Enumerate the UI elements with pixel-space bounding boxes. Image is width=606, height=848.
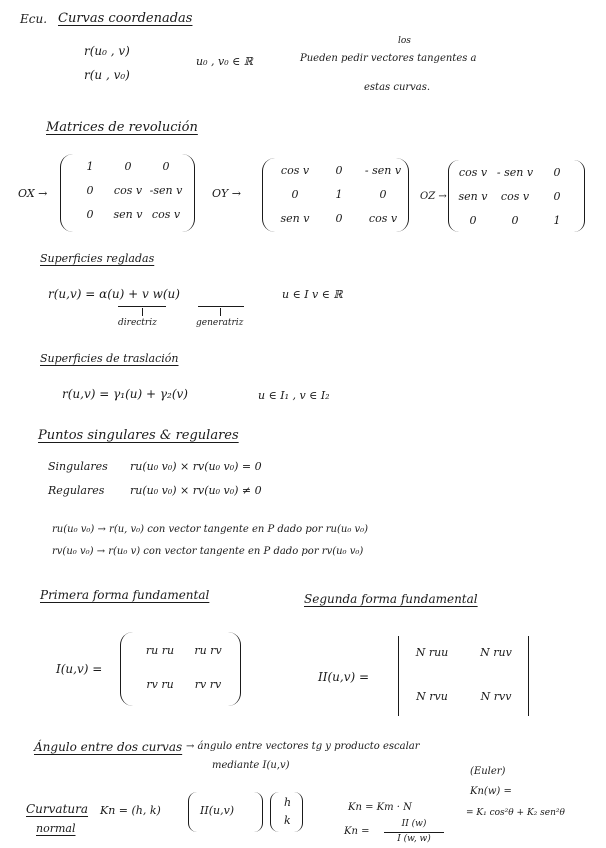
oy-matrix-cell-r3c1: sen v [280,212,310,225]
ox-matrix-cell-r1c2: 0 [124,160,132,173]
oy-matrix-cell-r1c2: 0 [335,164,343,177]
oz-matrix-cell-r2c2: cos v [500,190,530,203]
oz-matrix-cell-r3c3: 1 [553,214,561,227]
tangent-v-line: rv(u₀ v₀) → r(u₀ v) con vector tangente en P dado por rv(u₀ v₀) [52,546,364,557]
curves-title: Curvas coordenadas [58,11,193,26]
ox-matrix-cell-r2c1: 0 [86,184,94,197]
singular-label: Singulares [48,460,108,473]
kn-vector-k: k [284,814,291,827]
singular-expr: ru(u₀ v₀) × rv(u₀ v₀) = 0 [130,460,262,473]
ox-matrix-cell-r3c3: cos v [151,208,181,221]
oz-matrix-cell-r3c1: 0 [469,214,477,227]
first-form-matrix-cell-r2c1: rv ru [146,678,174,691]
kn-eq-2-fraction-bar [384,832,444,833]
curves-domain: u₀ , v₀ ∈ ℝ [196,55,253,68]
second-form-matrix-cell-r1c2: N ruv [480,646,512,659]
first-form-matrix-cell-r1c2: ru rv [194,644,222,657]
first-form-matrix-cell-r1c1: ru ru [145,644,175,657]
note-line-1: Pueden pedir vectores tangentes a [300,53,477,64]
oy-matrix-cell-r2c2: 1 [335,188,343,201]
singular-title: Puntos singulares & regulares [38,428,239,443]
curve-r-u-v0: r(u , v₀) [84,68,130,82]
ox-matrix-cell-r2c2: cos v [113,184,143,197]
translation-title: Superficies de traslación [40,352,179,365]
angle-text-2: mediante I(u,v) [212,760,290,771]
kn-eq-1: Kn = Km · N [348,802,412,813]
ox-matrix-cell-r3c2: sen v [113,208,143,221]
oz-label: OZ → [420,191,447,202]
oz-matrix-cell-r2c3: 0 [553,190,561,203]
ruled-formula: r(u,v) = α(u) + v w(u) [48,287,180,301]
ox-matrix-cell-r3c1: 0 [86,208,94,221]
kn-eq-2-denominator: I (w, w) [397,834,431,844]
oy-matrix-cell-r3c3: cos v [368,212,398,225]
ox-label: OX → [18,187,48,200]
kn-vector-right-paren [294,792,303,832]
kn-eq-2-numerator: II (w) [401,819,427,829]
oy-matrix-cell-r1c1: cos v [280,164,310,177]
directrix-label: directriz [118,318,157,328]
second-form-matrix-cell-r2c2: N rvv [480,690,512,703]
curvature-title-1: Curvatura [26,802,89,816]
oy-matrix-cell-r1c3: - sen v [364,164,402,177]
second-form-matrix-cell-r1c1: N ruu [415,646,449,659]
angle-title: Ángulo entre dos curvas [34,740,183,754]
oy-matrix-cell-r2c1: 0 [291,188,299,201]
generatrix-label: generatriz [196,318,244,328]
kn-matrix-left-paren [188,792,197,832]
translation-formula: r(u,v) = γ₁(u) + γ₂(v) [62,387,188,401]
second-form-left-bar [398,636,399,716]
kn-matrix-right-paren [254,792,263,832]
first-form-title: Primera forma fundamental [40,588,210,602]
curvature-title-2: normal [36,822,76,835]
ox-matrix-cell-r2c3: -sen v [149,184,183,197]
ruled-title: Superficies regladas [40,252,155,265]
kn-eq-2-lhs: Kn = [344,826,370,837]
angle-text: → ángulo entre vectores tg y producto escalar [186,741,420,752]
oz-matrix-cell-r3c2: 0 [511,214,519,227]
first-form-matrix-cell-r2c2: rv rv [194,678,222,691]
first-form-label: I(u,v) = [56,662,103,676]
second-form-matrix-cell-r2c1: N rvu [416,690,448,703]
second-form-title: Segunda forma fundamental [304,592,478,606]
oy-label: OY → [212,187,241,200]
oz-matrix-cell-r1c1: cos v [458,166,488,179]
rotation-title: Matrices de revolución [46,120,198,135]
oy-matrix-cell-r2c3: 0 [379,188,387,201]
regular-expr: ru(u₀ v₀) × rv(u₀ v₀) ≠ 0 [130,484,262,497]
second-form-label: II(u,v) = [318,670,370,684]
kn-matrix-label: II(u,v) [200,804,235,817]
ox-matrix-cell-r1c1: 1 [86,160,94,173]
generatrix-underline [198,306,244,307]
note-insert: los [398,36,411,46]
second-form-right-bar [528,636,529,716]
ox-matrix-cell-r1c3: 0 [162,160,170,173]
section-label: Ecu. [20,12,48,26]
note-line-2: estas curvas. [364,82,431,93]
directrix-pointer [142,308,143,316]
tangent-u-line: ru(u₀ v₀) → r(u, v₀) con vector tangente en P dado por ru(u₀ v₀) [52,524,369,535]
directrix-underline [118,306,166,307]
euler-label: (Euler) [470,766,506,777]
oy-matrix-cell-r3c2: 0 [335,212,343,225]
kn-vector-left-paren [270,792,279,832]
euler-line-2: = K₁ cos²θ + K₂ sen²θ [466,808,565,818]
oz-matrix-cell-r2c1: sen v [458,190,488,203]
ruled-domain: u ∈ I v ∈ ℝ [282,288,343,301]
kn-expression: Kn = (h, k) [100,804,161,817]
curve-r-u0-v: r(u₀ , v) [84,44,130,58]
generatrix-pointer [220,308,221,316]
oz-matrix-cell-r1c2: - sen v [496,166,534,179]
kn-vector-h: h [284,796,292,809]
regular-label: Regulares [48,484,105,497]
euler-line-1: Kn(w) = [470,786,512,797]
first-form-left-paren [120,632,133,706]
translation-domain: u ∈ I₁ , v ∈ I₂ [258,389,330,402]
oz-matrix-cell-r1c3: 0 [553,166,561,179]
